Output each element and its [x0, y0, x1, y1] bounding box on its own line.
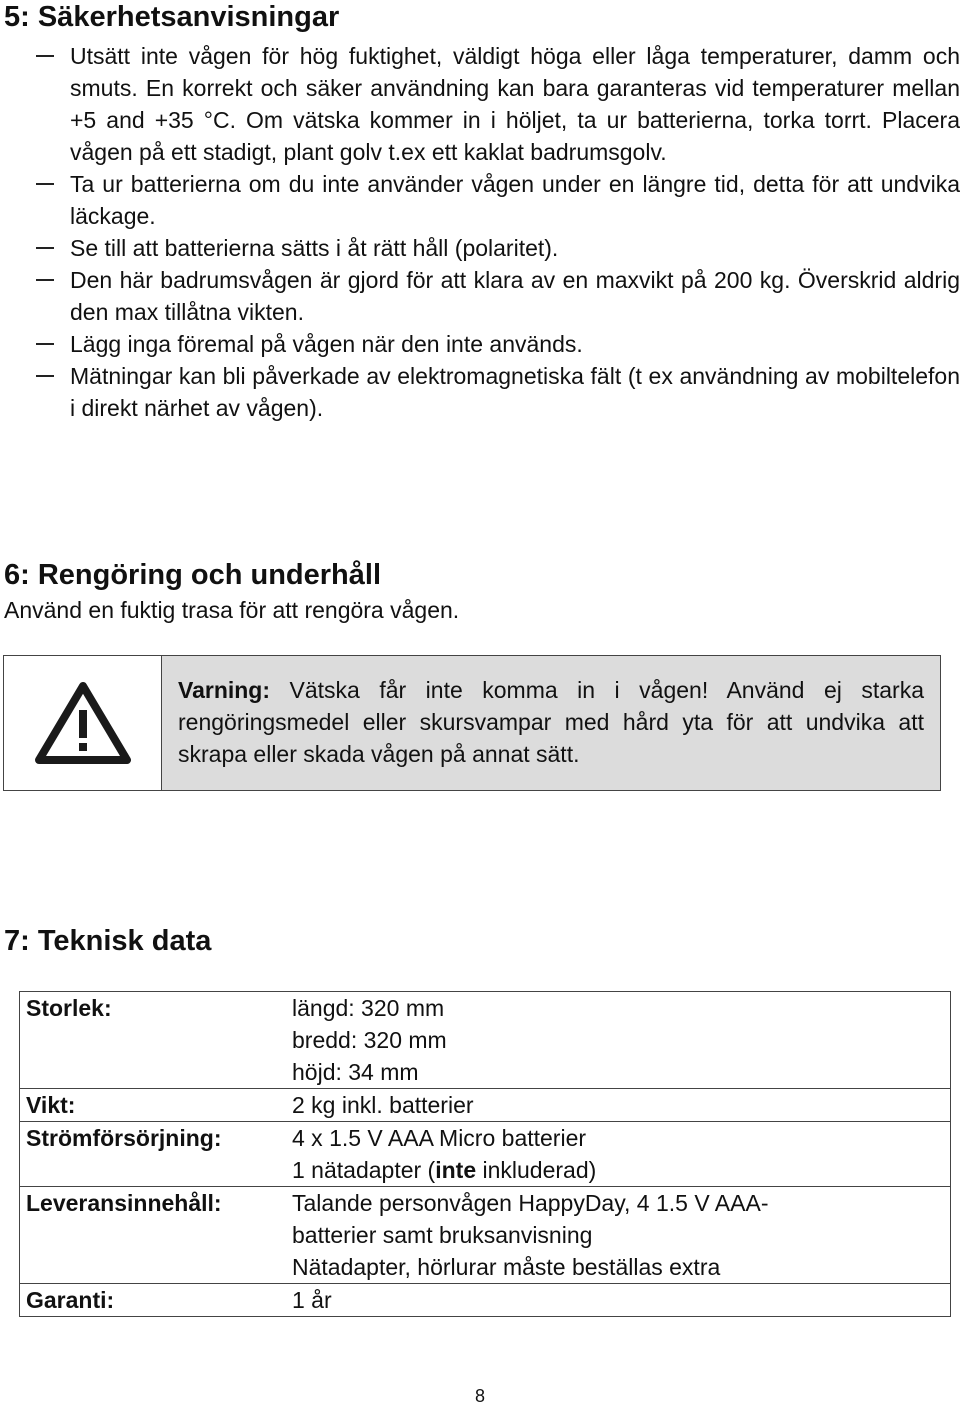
table-row	[20, 1187, 951, 1284]
spec-value: Talande personvågen HappyDay, 4 1.5 V AAA- batterier samt bruksanvisning Nätadapter, hörlurar måste beställas extra	[292, 1187, 951, 1284]
spec-key: Storlek:	[20, 992, 293, 1089]
spec-key: Leveransinnehåll:	[20, 1187, 293, 1284]
warning-text	[162, 656, 940, 790]
spec-key: Strömförsörjning:	[20, 1122, 293, 1187]
section-6-title: 6: Rengöring och underhåll	[4, 559, 382, 591]
table-row	[20, 1089, 951, 1122]
spec-table	[19, 991, 951, 1317]
dash-icon	[36, 247, 54, 249]
dash-icon	[36, 183, 54, 185]
dash-icon	[36, 343, 54, 345]
dash-icon	[36, 55, 54, 57]
list-item: Ta ur batterierna om du inte använder vågen under en längre tid, detta för att undvika läckage.	[0, 168, 960, 232]
warning-body: Vätska får inte komma in i vågen! Använd ej starka rengöringsmedel eller skursvampar med hård yta för att undvika att skrapa eller skada vågen på annat sätt.	[178, 677, 924, 767]
section-5-title: 5: Säkerhetsanvisningar	[4, 1, 340, 33]
list-item: Utsätt inte vågen för hög fuktighet, väldigt höga eller låga temperaturer, damm och smuts. En korrekt och säker användning kan bara garanteras vid temperaturer mellan +5 and +35 °C. Om vätska kommer in i höljet, ta ur batterierna, torka torrt. Placera vågen på ett stadigt, plant golv t.ex ett kaklat badrumsgolv.	[0, 40, 960, 168]
table-row	[20, 1284, 951, 1317]
safety-list	[0, 40, 960, 424]
list-item: Se till att batterierna sätts i åt rätt håll (polaritet).	[0, 232, 960, 264]
spec-value: längd: 320 mm bredd: 320 mm höjd: 34 mm	[292, 992, 951, 1089]
table-row	[20, 1122, 951, 1187]
spec-key: Vikt:	[20, 1089, 293, 1122]
page-number: 8	[474, 1386, 485, 1406]
warning-triangle-icon	[35, 681, 131, 765]
list-item: Den här badrumsvågen är gjord för att klara av en maxvikt på 200 kg. Överskrid aldrig den max tillåtna vikten.	[0, 264, 960, 328]
list-item: Lägg inga föremal på vågen när den inte används.	[0, 328, 960, 360]
spec-value: 4 x 1.5 V AAA Micro batterier 1 nätadapter (inte inkluderad)	[292, 1122, 951, 1187]
warning-box	[3, 655, 941, 791]
list-item: Mätningar kan bli påverkade av elektromagnetiska fält (t ex användning av mobiltelefon i direkt närhet av vågen).	[0, 360, 960, 424]
cleaning-text: Använd en fuktig trasa för att rengöra vågen.	[4, 597, 460, 623]
dash-icon	[36, 279, 54, 281]
spec-value: 2 kg inkl. batterier	[292, 1089, 951, 1122]
spec-value: 1 år	[292, 1284, 951, 1317]
warning-label: Varning:	[178, 677, 271, 703]
spec-key: Garanti:	[20, 1284, 293, 1317]
section-7-title: 7: Teknisk data	[4, 925, 212, 957]
dash-icon	[36, 375, 54, 377]
table-row	[20, 992, 951, 1089]
